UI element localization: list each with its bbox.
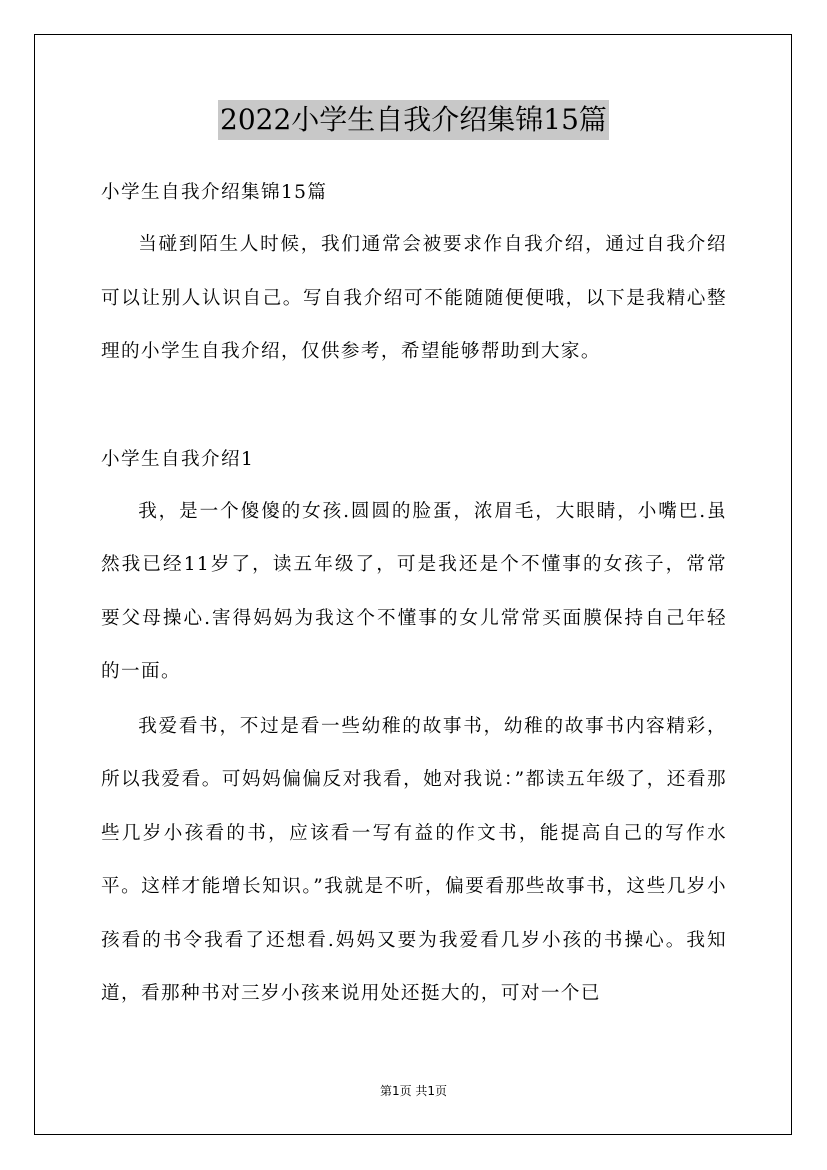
section-heading: 小学生自我介绍1: [101, 448, 255, 470]
title-area: [0, 100, 827, 140]
document-subtitle: 小学生自我介绍集锦15篇: [101, 182, 328, 203]
page-footer: 第1页 共1页: [379, 1084, 448, 1098]
body-paragraph: 我，是一个傻傻的女孩.圆圆的脸蛋，浓眉毛，大眼睛，小嘴巴.虽然我已经11岁了，读五年级了，可是我还是个不懂事的女孩子，常常要父母操心.害得妈妈为我这个不懂事的女儿常常买面膜保持自己年轻的一面。: [101, 500, 727, 682]
document-body: [101, 172, 727, 1021]
intro-paragraph: 当碰到陌生人时候，我们通常会被要求作自我介绍，通过自我介绍可以让别人认识自己。写自我介绍可不能随随便便哦，以下是我精心整理的小学生自我介绍，仅供参考，希望能够帮助到大家。: [101, 234, 727, 362]
body-paragraph: 我爱看书，不过是看一些幼稚的故事书，幼稚的故事书内容精彩，所以我爱看。可妈妈偏偏反对我看，她对我说：”都读五年级了，还看那些几岁小孩看的书，应该看一写有益的作文书，能提高自己的写作水平。这样才能增长知识。”我就是不听，偏要看那些故事书，这些几岁小孩看的书令我看了还想看.妈妈又要为我爱看几岁小孩的书操心。我知道，看那种书对三岁小孩来说用处还挺大的，可对一个已: [101, 715, 727, 1004]
document-title: 2022小学生自我介绍集锦15篇: [218, 100, 609, 140]
